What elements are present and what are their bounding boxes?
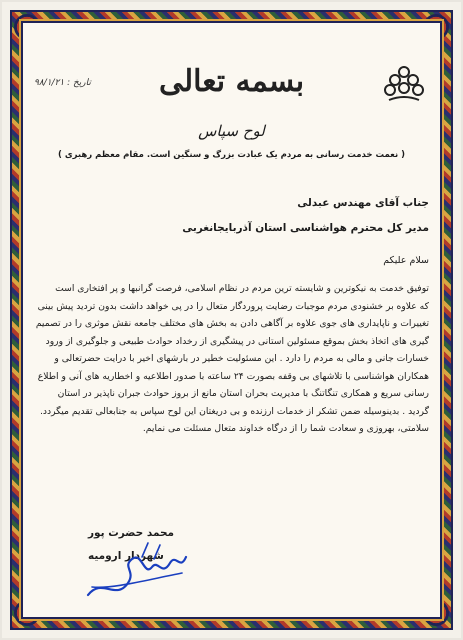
document-sheet bbox=[2, 2, 461, 638]
body-line: گیری های اتخاذ بخش بموقع مسئولین استانی در پیشگیری از رخداد حوادث طبیعی و جلوگیری از ورود bbox=[45, 335, 429, 347]
handwritten-signature bbox=[82, 537, 202, 607]
document-content bbox=[30, 32, 433, 608]
body-line: که علاوه بر خشنودی مردم موجبات رضایت پروردگار متعال را در پی خواهد داشت بدون تردید پیش بینی bbox=[37, 300, 429, 312]
quote: ( نعمت خدمت رسانی به مردم یک عبادت بزرگ و سنگین است. مقام معظم رهبری ) bbox=[57, 150, 406, 160]
document-title: لوح سپاس bbox=[198, 122, 265, 140]
header-title: بسمه تعالی bbox=[158, 64, 305, 99]
body-line: تغییرات و ناپایداری های جوی علاوه بر آگاهی دادن به بخش های مختلف جامعه نقش موثری را در تصمیم bbox=[35, 318, 429, 329]
signer-name: محمد حضرت پور bbox=[88, 527, 175, 539]
addressee-name: جناب آقای مهندس عبدلی bbox=[297, 197, 429, 209]
greeting: سلام علیکم bbox=[383, 255, 429, 266]
body-line: گردید . بدینوسیله ضمن تشکر از خدمات ارزنده و بی دریغتان این لوح سپاس به جنابعالی تقدیم میگردد. bbox=[39, 405, 429, 417]
body-line: سلامتی، بهروزی و سعادت شما را از درگاه خداوند متعال مسئلت می نمایم. bbox=[142, 423, 429, 434]
body-line: توفیق خدمت به نیکوترین و شایسته ترین مردم در نظام اسلامی، فرصت گرانبها و پر افتخاری است bbox=[55, 283, 429, 294]
body-line: خسارات جانی و مالی به مردم را دارد . این مسئولیت خطیر در بارشهای اخیر با درایت حضرتعالی و bbox=[54, 353, 429, 364]
signer-title: شهردار ارومیه bbox=[88, 550, 164, 562]
body-line: رسانی سریع و همکاری تنگاتنگ با مدیریت بحران استان مانع از بروز حوادث جبران ناپذیر در استان bbox=[57, 388, 429, 399]
addressee-role: مدیر کل محترم هواشناسی استان آذربایجانغربی bbox=[182, 222, 429, 234]
document-date: تاریخ : ۹۸/۱/۲۱ bbox=[34, 78, 91, 88]
letter-body bbox=[34, 280, 429, 438]
body-line: همکاران هواشناسی با تلاشهای بی وقفه بصورت ۲۴ ساعته با صدور اطلاعیه و اخطاریه های آنی و اطلاع bbox=[37, 370, 429, 382]
